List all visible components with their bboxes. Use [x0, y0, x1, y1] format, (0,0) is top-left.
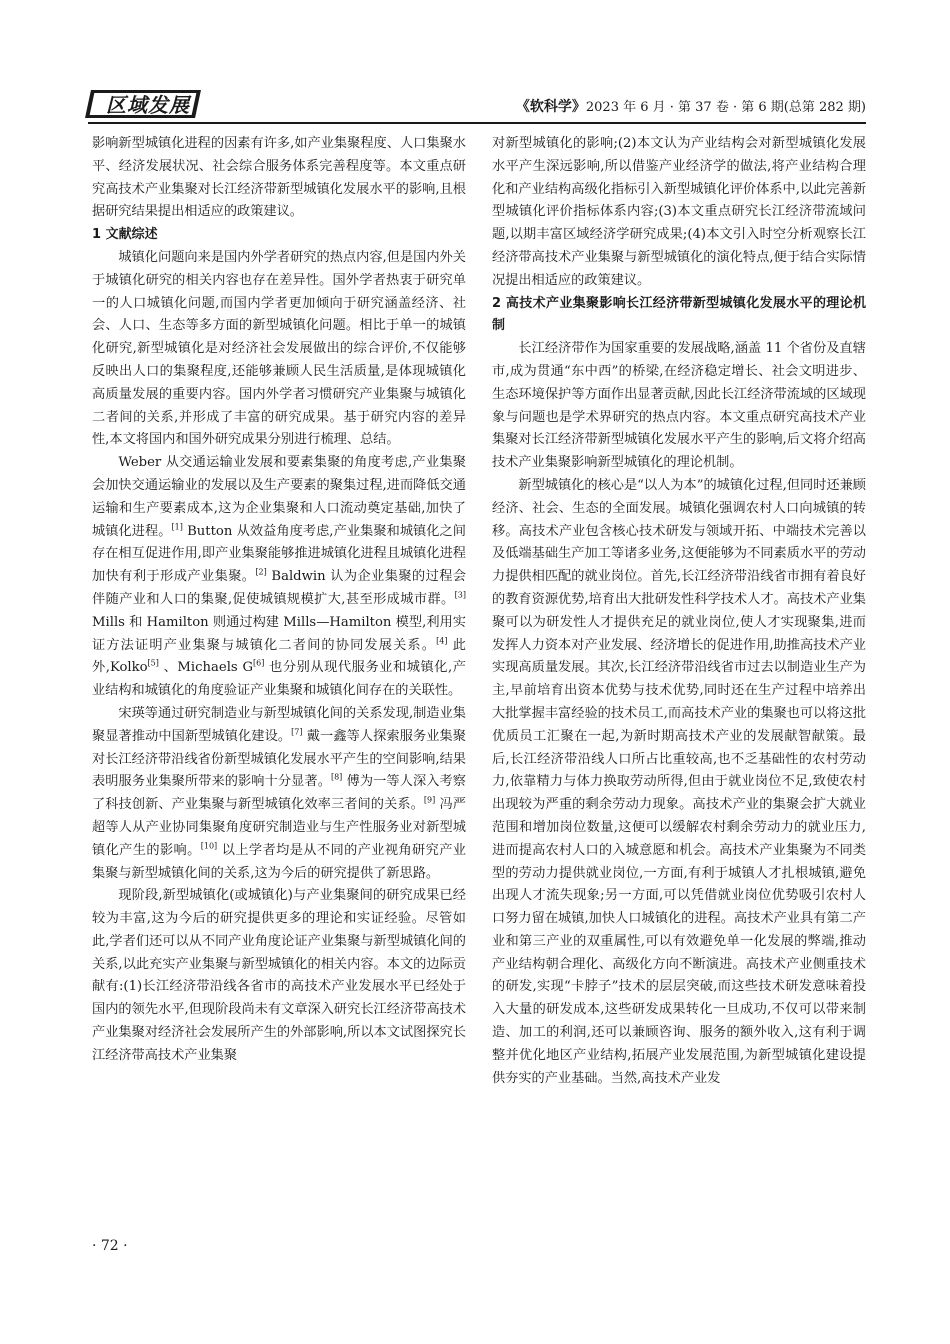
section-heading-1: 1 文献综述	[92, 227, 158, 243]
citation: [5]	[147, 658, 159, 668]
header-rule	[88, 122, 866, 124]
left-column	[92, 133, 466, 1068]
citation: [2]	[255, 567, 267, 577]
section-label: 区域发展	[106, 93, 190, 117]
paragraph: 对新型城镇化的影响;(2)本文认为产业结构会对新型城镇化发展水平产生深远影响,所以借鉴产业经济学的做法,将产业结构合理化和产业结构高级化指标引入新型城镇化评价体系中,以此完善新型城镇化评价指标体系内容;(3)本文重点研究长江经济带流域问题,以期丰富区域经济学研究成果;(4)本文引入时空分析观察长江经济带高技术产业集聚与新型城镇化的演化特点,便于结合实际情况提出相适应的政策建议。	[492, 136, 866, 288]
citation: [8]	[330, 772, 343, 782]
paragraph: 宋瑛等通过研究制造业与新型城镇化间的关系发现,制造业集聚显著推动中国新型城镇化建设。[7] 戴一鑫等人探索服务业集聚对长江经济带沿线省份新型城镇化发展水平产生的空间影响,结果表明服务业集聚所带来的影响十分显著。[8] 傅为一等人深入考察了科技创新、产业集聚与新型城镇化效率三者间的关系。[9] 冯严超等人从产业协同集聚角度研究制造业与生产性服务业对新型城镇化产生的影响。[10] 以上学者均是从不同的产业视角研究产业集聚与新型城镇化间的关系,这为今后的研究提供了新思路。	[92, 705, 466, 881]
citation: [10]	[200, 841, 218, 851]
paragraph: 现阶段,新型城镇化(或城镇化)与产业集聚间的研究成果已经较为丰富,这为今后的研究提供更多的理论和实证经验。尽管如此,学者们还可以从不同产业角度论证产业集聚与新型城镇化间的关系,以此充实产业集聚与新型城镇化的相关内容。本文的边际贡献有:(1)长江经济带沿线各省市的高技术产业发展水平已经处于国内的领先水平,但现阶段尚未有文章深入研究长江经济带高技术产业集聚对经济社会发展所产生的外部影响,所以本文试图探究长江经济带高技术产业集聚	[92, 888, 466, 1063]
page-number: · 72 ·	[92, 1238, 128, 1254]
right-column	[492, 133, 866, 1090]
paragraph: Weber 从交通运输业发展和要素集聚的角度考虑,产业集聚会加快交通运输业的发展以及生产要素的聚集过程,进而降低交通运输和生产要素成本,这为企业集聚和人口流动奠定基础,加快了城镇化进程。[1] Button 从效益角度考虑,产业集聚和城镇化之间存在相互促进作用,即产业集聚能够推进城镇化进程且城镇化进程加快有利于形成产业集聚。[2] Baldwin 认为企业集聚的过程会伴随产业和人口的集聚,促使城镇规模扩大,甚至形成城市群。[3] Mills 和 Hamilton 则通过构建 Mills—Hamilton 模型,利用实证方法证明产业集聚与城镇化二者间的协同发展关系。[4] 此外,Kolko[5] 、Michaels G[6] 也分别从现代服务业和城镇化,产业结构和城镇化的角度验证产业集聚和城镇化间存在的关联性。	[92, 455, 466, 699]
running-header	[88, 88, 866, 124]
section-heading-2: 2 高技术产业集聚影响长江经济带新型城镇化发展水平的理论机制	[492, 295, 866, 334]
issue-info: 2023 年 6 月 · 第 37 卷 · 第 6 期(总第 282 期)	[585, 100, 866, 115]
citation: [4]	[436, 636, 448, 646]
paragraph: 新型城镇化的核心是“以人为本”的城镇化过程,但同时还兼顾经济、社会、生态的全面发展。城镇化强调农村人口向城镇的转移。高技术产业包含核心技术研发与领域开拓、中端技术完善以及低端基础生产加工等诸多业务,这便能够为不同素质水平的劳动力提供相匹配的就业岗位。首先,长江经济带沿线省市拥有着良好的教育资源优势,培育出大批研发性科学技术人才。高技术产业集聚可以为研发性人才提供充足的就业岗位,使人才实现聚集,进而发挥人力资本对产业发展、经济增长的促进作用,助推高技术产业实现高质量发展。其次,长江经济带沿线省市过去以制造业生产为主,早前培育出资本优势与技术优势,同时还在生产过程中培养出大批掌握丰富经验的技术员工,而高技术产业的集聚也可以将这批优质员工汇聚在一起,为新时期高技术产业的发展献智献策。最后,长江经济带沿线人口所占比重较高,也不乏基础性的农村劳动力,依靠精力与体力换取劳动所得,但由于就业岗位不足,致使农村出现较为严重的剩余劳动力现象。高技术产业的集聚会扩大就业范围和增加岗位数量,这便可以缓解农村剩余劳动力的就业压力,进而提高农村人口的入城意愿和机会。高技术产业集聚为不同类型的劳动力提供就业岗位,一方面,有利于城镇人才扎根城镇,避免出现人才流失现象;另一方面,可以凭借就业岗位优势吸引农村人口努力留在城镇,加快人口城镇化的进程。高技术产业具有第二产业和第三产业的双重属性,可以有效避免单一化发展的弊端,推动产业结构朝合理化、高级化方向不断演进。高技术产业侧重技术的研发,实现“卡脖子”技术的层层突破,而这些技术研发意味着投入大量的研发成本,这些研发成果转化一旦成功,不仅可以带来制造、加工的利润,还可以兼顾咨询、服务的额外收入,这有利于调整并优化地区产业结构,拓展产业发展范围,为新型城镇化建设提供夯实的产业基础。当然,高技术产业发	[492, 477, 866, 1086]
citation: [9]	[423, 795, 436, 805]
citation: [3]	[454, 590, 466, 600]
citation: [6]	[252, 658, 265, 668]
paragraph: 影响新型城镇化进程的因素有许多,如产业集聚程度、人口集聚水平、经济发展状况、社会综合服务体系完善程度等。本文重点研究高技术产业集聚对长江经济带新型城镇化发展水平的影响,且根据研究结果提出相适应的政策建议。	[92, 136, 466, 220]
citation: [1]	[171, 522, 183, 532]
journal-info	[516, 96, 866, 116]
paragraph: 城镇化问题向来是国内外学者研究的热点内容,但是国内外关于城镇化研究的相关内容也存在差异性。国外学者热衷于研究单一的人口城镇化问题,而国内学者更加倾向于研究涵盖经济、社会、人口、生态等多方面的新型城镇化问题。相比于单一的城镇化研究,新型城镇化是对经济社会发展做出的综合评价,不仅能够反映出人口的集聚程度,还能够兼顾人民生活质量,是体现城镇化高质量发展的重要内容。国内外学者习惯研究产业集聚与城镇化二者间的关系,并形成了丰富的研究成果。基于研究内容的差异性,本文将国内和国外研究成果分别进行梳理、总结。	[92, 249, 466, 448]
citation: [7]	[291, 727, 303, 737]
paragraph: 长江经济带作为国家重要的发展战略,涵盖 11 个省份及直辖市,成为贯通“东中西”的桥梁,在经济稳定增长、社会文明进步、生态环境保护等方面作出显著贡献,因此长江经济带流域的区域现象与问题也是学术界研究的热点内容。本文重点研究高技术产业集聚对长江经济带新型城镇化发展水平产生的影响,后文将介绍高技术产业集聚影响新型城镇化的理论机制。	[492, 341, 866, 471]
journal-name: 《软科学》	[515, 99, 586, 115]
